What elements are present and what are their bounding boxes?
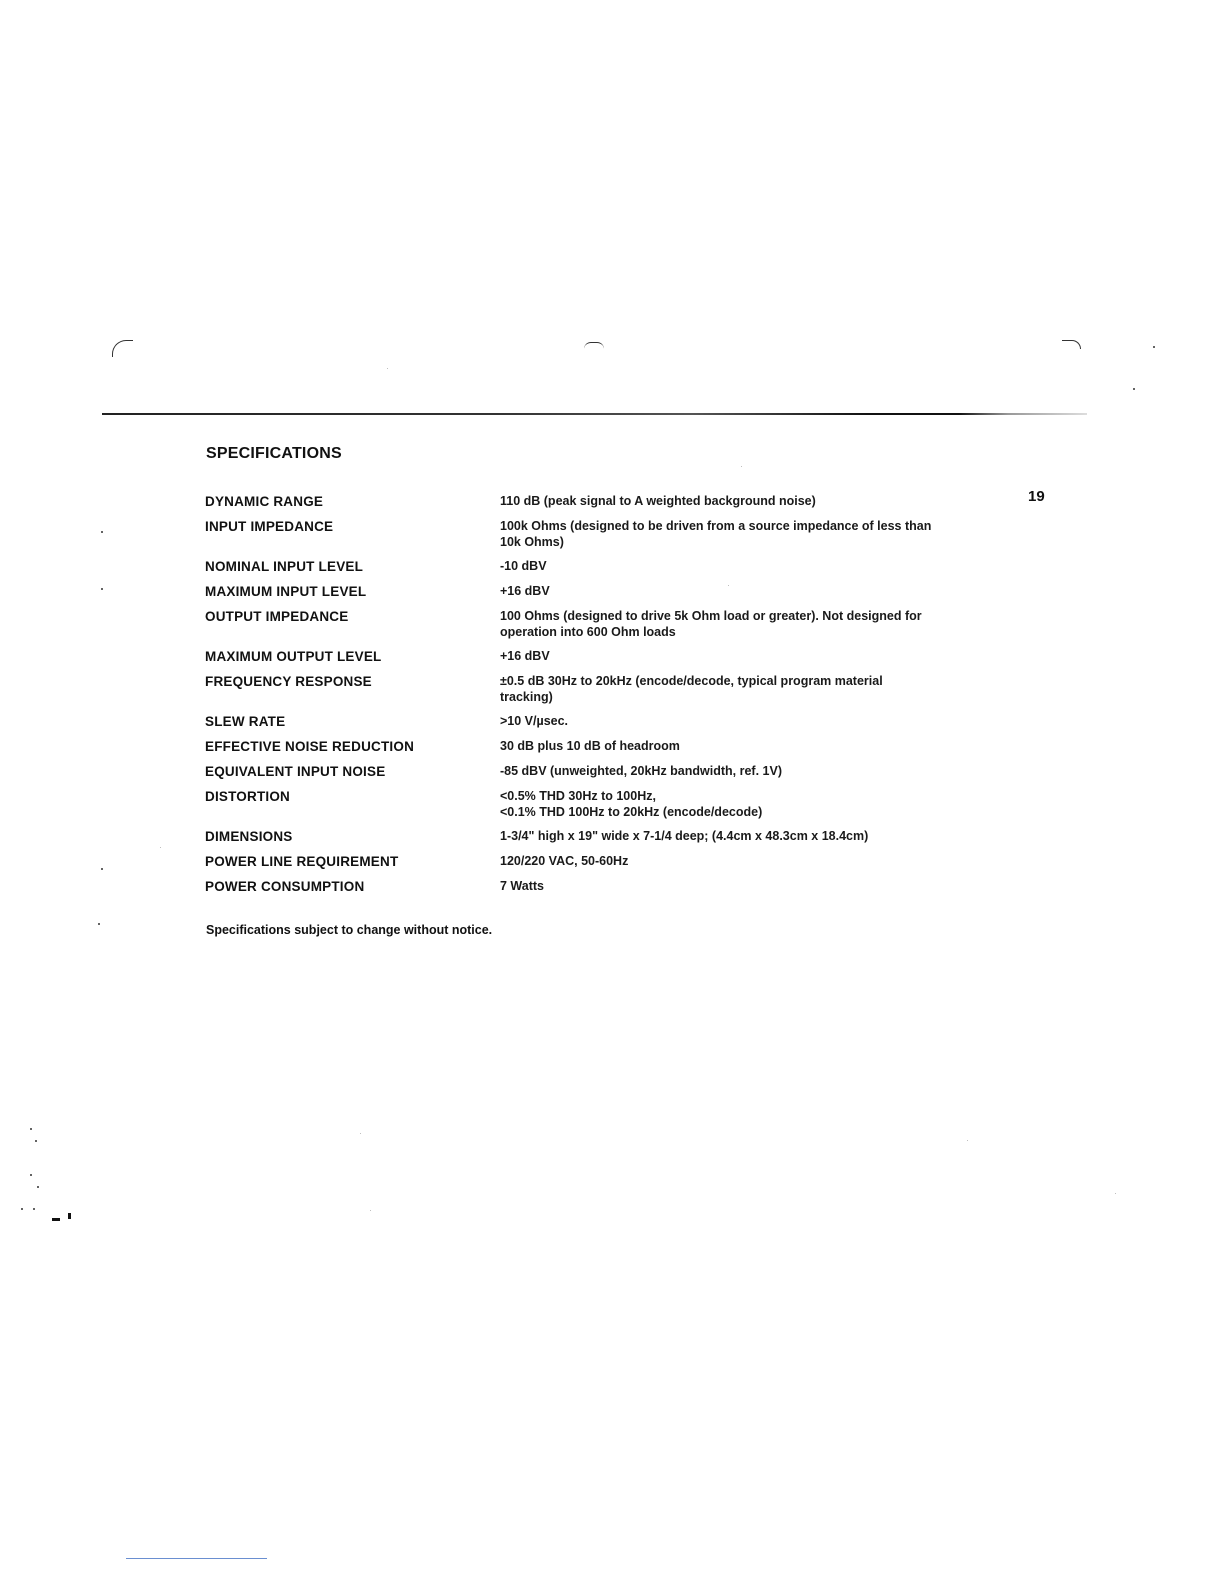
- spec-value: [500, 828, 965, 844]
- page-number: 19: [1028, 488, 1045, 505]
- spec-value-line: operation into 600 Ohm loads: [500, 625, 676, 639]
- spec-row: [205, 518, 965, 550]
- header-rule: [102, 413, 1087, 415]
- spec-value-line: 120/220 VAC, 50-60Hz: [500, 854, 629, 868]
- spec-value-line: ±0.5 dB 30Hz to 20kHz (encode/decode, typical program material: [500, 674, 883, 688]
- scan-speck: [160, 847, 161, 848]
- specifications-list: [205, 493, 965, 903]
- corner-mark-top-left: [112, 340, 133, 357]
- page-title: SPECIFICATIONS: [206, 445, 342, 462]
- scan-speck: [387, 368, 388, 369]
- scan-dash: [68, 1213, 71, 1219]
- spec-value: [500, 673, 965, 705]
- scan-speck: [1115, 1193, 1116, 1194]
- scan-speck: [101, 588, 103, 590]
- spec-label: DYNAMIC RANGE: [205, 494, 324, 509]
- spec-label: SLEW RATE: [205, 714, 286, 729]
- spec-value-line: +16 dBV: [500, 649, 550, 663]
- spec-row: [205, 763, 965, 780]
- spec-label: DIMENSIONS: [205, 829, 293, 844]
- scan-speck: [98, 923, 100, 925]
- scan-speck: [967, 1140, 968, 1141]
- spec-value: [500, 558, 965, 574]
- spec-value-line: 30 dB plus 10 dB of headroom: [500, 739, 680, 753]
- spec-label: DISTORTION: [205, 789, 291, 804]
- spec-label: MAXIMUM OUTPUT LEVEL: [205, 649, 382, 664]
- spec-value-line: 100k Ohms (designed to be driven from a source impedance of less than: [500, 519, 932, 533]
- spec-row: [205, 713, 965, 730]
- scan-speck: [360, 1133, 361, 1134]
- spec-value: [500, 648, 965, 664]
- spec-row: [205, 828, 965, 845]
- scan-speck: [101, 868, 103, 870]
- spec-value: [500, 763, 965, 779]
- footnote: Specifications subject to change without notice.: [206, 923, 493, 937]
- scan-speck: [1133, 388, 1135, 390]
- spec-value-line: tracking): [500, 690, 553, 704]
- spec-value-line: -85 dBV (unweighted, 20kHz bandwidth, ref. 1V): [500, 764, 782, 778]
- spec-label: INPUT IMPEDANCE: [205, 519, 334, 534]
- spec-value-line: 10k Ohms): [500, 535, 564, 549]
- spec-value-line: -10 dBV: [500, 559, 547, 573]
- spec-label: EQUIVALENT INPUT NOISE: [205, 764, 386, 779]
- corner-mark-top-center: [584, 342, 604, 349]
- scan-speck: [101, 531, 103, 533]
- spec-label: EFFECTIVE NOISE REDUCTION: [205, 739, 415, 754]
- spec-label: POWER LINE REQUIREMENT: [205, 854, 399, 869]
- spec-value: [500, 608, 965, 640]
- spec-row: [205, 853, 965, 870]
- spec-row: [205, 558, 965, 575]
- spec-value: [500, 583, 965, 599]
- spec-row: [205, 583, 965, 600]
- spec-value-line: >10 V/µsec.: [500, 714, 569, 728]
- spec-label: POWER CONSUMPTION: [205, 879, 365, 894]
- scan-speck: [30, 1174, 32, 1176]
- spec-value: [500, 493, 965, 509]
- spec-label: MAXIMUM INPUT LEVEL: [205, 584, 367, 599]
- spec-value: [500, 788, 965, 820]
- spec-row: [205, 738, 965, 755]
- spec-value-line: +16 dBV: [500, 584, 550, 598]
- scan-speck: [33, 1208, 35, 1210]
- spec-row: [205, 878, 965, 895]
- spec-label: OUTPUT IMPEDANCE: [205, 609, 349, 624]
- spec-value-line: <0.5% THD 30Hz to 100Hz,: [500, 789, 656, 803]
- spec-value-line: 110 dB (peak signal to A weighted background noise): [500, 494, 816, 508]
- spec-value-line: 100 Ohms (designed to drive 5k Ohm load or greater). Not designed for: [500, 609, 922, 623]
- spec-value: [500, 738, 965, 754]
- spec-label: NOMINAL INPUT LEVEL: [205, 559, 364, 574]
- spec-value-line: 7 Watts: [500, 879, 544, 893]
- spec-value-line: <0.1% THD 100Hz to 20kHz (encode/decode): [500, 805, 763, 819]
- spec-label: FREQUENCY RESPONSE: [205, 674, 372, 689]
- scan-speck: [741, 466, 742, 467]
- scan-dash: [52, 1218, 60, 1221]
- spec-row: [205, 788, 965, 820]
- scan-speck: [37, 1186, 39, 1188]
- spec-row: [205, 673, 965, 705]
- corner-mark-top-right: [1062, 340, 1081, 349]
- spec-value: [500, 853, 965, 869]
- scan-speck: [21, 1208, 23, 1210]
- spec-value: [500, 878, 965, 894]
- scan-speck: [1153, 346, 1155, 348]
- scan-speck: [370, 1210, 371, 1211]
- spec-row: [205, 648, 965, 665]
- spec-row: [205, 608, 965, 640]
- spec-value: [500, 713, 965, 729]
- spec-value-line: 1-3/4" high x 19" wide x 7-1/4 deep; (4.4cm x 48.3cm x 18.4cm): [500, 829, 869, 843]
- spec-row: [205, 493, 965, 510]
- spec-value: [500, 518, 965, 550]
- scan-speck: [30, 1128, 32, 1130]
- bottom-rule: [126, 1558, 267, 1559]
- scan-speck: [35, 1140, 37, 1142]
